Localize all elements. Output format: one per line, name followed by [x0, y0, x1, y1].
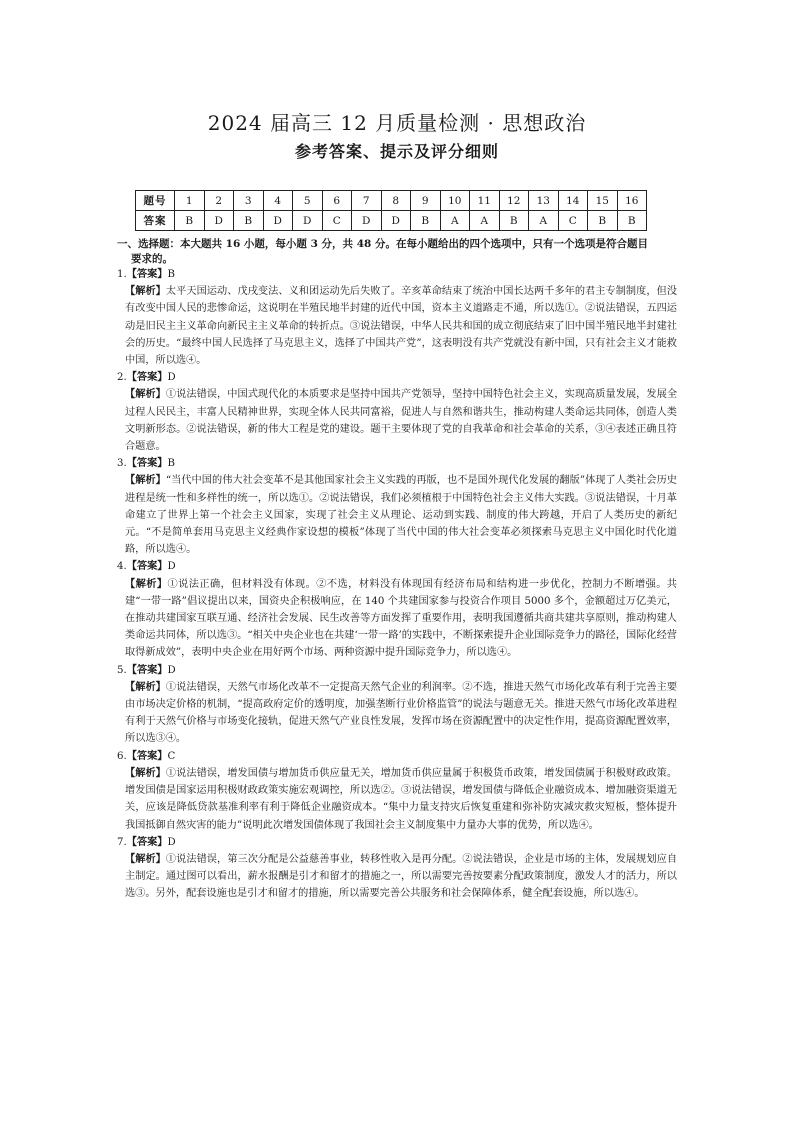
- explain-tag: 【解析】: [125, 577, 168, 590]
- question-item: [117, 748, 677, 834]
- answer-line: [117, 455, 677, 472]
- section-heading: [117, 237, 677, 266]
- answer-cell: D: [293, 211, 323, 231]
- answer-tag: 【答案】: [126, 457, 168, 470]
- answer-value: D: [167, 372, 176, 384]
- explanation-text: 太平天国运动、戊戌变法、义和团运动先后失败了。辛亥革命结束了统治中国长达两千多年的君主专制制度，但没有改变中国人民的悲惨命运，这说明在半殖民地半封建的近代中国，资本主义道路走不通，所以选①。②说法错误，五四运动是旧民主主义革命向新民主主义革命的转折点。③说法错误，中华人民共和国的成立彻底结束了旧中国半殖民地半封建社会的历史。“最终中国人民选择了马克思主义，选择了中国共产党”，这表明没有共产党就没有新中国，只有社会主义才能救中国，所以选④。: [125, 286, 678, 367]
- answer-cell: A: [529, 211, 559, 231]
- question-number-cell: 5: [293, 191, 323, 211]
- explain-tag: 【解析】: [125, 852, 166, 865]
- explanation-list: [117, 266, 677, 903]
- answer-line: [117, 266, 677, 283]
- answer-cell: C: [322, 211, 352, 231]
- question-number: 2.: [117, 372, 127, 384]
- explain-tag: 【解析】: [125, 285, 166, 298]
- explanation-text: ①说法错误，第三次分配是公益慈善事业，转移性收入是再分配。②说法错误，企业是市场的主体，发展规划应自主制定。通过图可以看出，薪水报酬是引才和留才的措施之一，所以需要完善按要素分配政策制度，激发人才的活力，所以选③。另外，配套设施也是引才和留才的措施，所以需要完善公共服务和社会保障体系，健全配套设施，所以选④。: [125, 853, 678, 900]
- page-subtitle: 参考答案、提示及评分细则: [294, 142, 499, 161]
- explanation-paragraph: [117, 679, 677, 748]
- answer-row-label: 答案: [136, 211, 175, 231]
- answer-cell: B: [411, 211, 441, 231]
- explanation-paragraph: [117, 576, 677, 662]
- answer-tag: 【答案】: [126, 268, 168, 280]
- answer-tag: 【答案】: [126, 749, 168, 762]
- answer-table: [135, 190, 647, 231]
- question-number-cell: 3: [234, 191, 264, 211]
- question-number-cell: 7: [352, 191, 382, 211]
- answer-value: D: [167, 836, 176, 848]
- question-number-cell: 8: [381, 191, 411, 211]
- explanation-text: ①说法错误，天然气市场化改革不一定提高天然气企业的利润率。②不选，推进天然气市场化改革有利于完善主要由市场决定价格的机制，“提高政府定价的透明度，加强垄断行业价格监管”的说法与题意无关。推进天然气市场化改革进程有利于天然气价格与市场变化接轨，促进天然气产业良性发展，发挥市场在资源配置中的决定性作用，提高资源配置效率，所以选③④。: [125, 681, 678, 745]
- question-number: 7.: [117, 836, 127, 848]
- answer-line: [117, 834, 677, 851]
- explanation-paragraph: [117, 283, 677, 369]
- answer-line: [117, 558, 677, 575]
- explain-tag: 【解析】: [125, 474, 166, 487]
- answer-value: B: [167, 458, 175, 470]
- explain-tag: 【解析】: [125, 680, 166, 693]
- answer-cell: B: [234, 211, 264, 231]
- answer-cell: D: [263, 211, 293, 231]
- explanation-text: ①说法错误，增发国债与增加货币供应量无关，增加货币供应量属于积极货币政策，增发国债属于积极财政政策。增发国债是国家运用积极财政政策实施宏观调控，所以选②。③说法错误，增发国债与降低企业融资成本、增加融资渠道无关，应该是降低贷款基准利率有利于降低企业融资成本。“集中力量支持灾后恢复重建和弥补防灾减灾救灾短板，整体提升我国抵御自然灾害的能力”说明此次增发国债体现了我国社会主义制度集中力量办大事的优势，所以选④。: [125, 767, 678, 831]
- question-number: 4.: [117, 561, 127, 573]
- section-heading-line2: 要求的。: [131, 252, 173, 265]
- answer-line: [117, 748, 677, 765]
- question-number-cell: 10: [440, 191, 470, 211]
- answer-line: [117, 662, 677, 679]
- question-number-cell: 9: [411, 191, 441, 211]
- explanation-paragraph: [117, 851, 677, 903]
- question-number-cell: 15: [588, 191, 618, 211]
- question-item: [117, 834, 677, 903]
- question-number-cell: 1: [175, 191, 205, 211]
- answer-cell: D: [352, 211, 382, 231]
- question-number-cell: 2: [204, 191, 234, 211]
- question-number-cell: 11: [470, 191, 500, 211]
- answer-table-answer-row: [136, 211, 647, 231]
- answer-tag: 【答案】: [126, 560, 168, 573]
- question-number-cell: 14: [558, 191, 588, 211]
- question-number-cell: 6: [322, 191, 352, 211]
- question-item: [117, 455, 677, 558]
- explanation-text: ①说法正确，但材料没有体现。②不选，材料没有体现国有经济布局和结构进一步优化，控制力不断增强。共建“一带一路”倡议提出以来，国资央企积极响应，在 140 个共建国家参与投资合作项目 5000 多个，金额超过万亿美元，在推动共建国家互联互通、经济社会发展、民生改善等方面发挥了重要作用，表明我国遵循共商共建共享原则，推动构建人类命运共同体，所以选③。“相关中央企业也在共建‘一带一路’的实践中，不断探索提升企业国际竞争力的路径，国际化经营取得新成效”，表明中央企业在用好两个市场、两种资源中提升国际竞争力，所以选④。: [125, 578, 677, 659]
- explanation-text: ①说法错误，中国式现代化的本质要求是坚持中国共产党领导，坚持中国特色社会主义，实现高质量发展，发展全过程人民民主，丰富人民精神世界，实现全体人民共同富裕，促进人与自然和谐共生，推动构建人类命运共同体，创造人类文明新形态。②说法错误，新的伟大工程是党的建设。题干主要体现了党的自我革命和社会革命的关系，③④表述正确且符合题意。: [125, 389, 678, 453]
- answer-tag: 【答案】: [126, 371, 168, 384]
- answer-value: B: [167, 269, 175, 280]
- answer-cell: B: [175, 211, 205, 231]
- answer-cell: D: [204, 211, 234, 231]
- question-number: 3.: [117, 458, 127, 470]
- answer-table-number-row: [136, 191, 647, 211]
- question-item: [117, 558, 677, 661]
- question-number-cell: 13: [529, 191, 559, 211]
- explanation-paragraph: [117, 472, 677, 558]
- answer-cell: B: [588, 211, 618, 231]
- answer-cell: C: [558, 211, 588, 231]
- answer-cell: A: [470, 211, 500, 231]
- answer-cell: B: [617, 211, 647, 231]
- answer-value: C: [167, 750, 176, 762]
- answer-value: D: [167, 561, 176, 573]
- question-number-cell: 16: [617, 191, 647, 211]
- question-number-cell: 12: [499, 191, 529, 211]
- question-number: 5.: [117, 664, 127, 676]
- page-title: 2024 届高三 12 月质量检测 · 思想政治: [207, 111, 587, 135]
- explain-tag: 【解析】: [125, 388, 166, 401]
- answer-value: D: [167, 664, 176, 676]
- question-item: [117, 369, 677, 455]
- question-item: [117, 266, 677, 369]
- question-number-cell: 4: [263, 191, 293, 211]
- answer-tag: 【答案】: [126, 663, 168, 676]
- answer-tag: 【答案】: [126, 835, 168, 848]
- answer-cell: B: [499, 211, 529, 231]
- answer-cell: D: [381, 211, 411, 231]
- explanation-text: “当代中国的伟大社会变革不是其他国家社会主义实践的再版，也不是国外现代化发展的翻版”体现了人类社会历史进程是统一性和多样性的统一，所以选①。②说法错误，我们必须植根于中国特色社会主义伟大实践。③说法错误，十月革命建立了世界上第一个社会主义国家，实现了社会主义从理论、运动到实践、制度的伟大跨越，开启了人类历史的新纪元。“不是简单套用马克思主义经典作家设想的模板”体现了当代中国的伟大社会变革必须探索马克思主义中国化时代化道路，所以选④。: [125, 475, 677, 556]
- question-item: [117, 662, 677, 748]
- question-number: 1.: [117, 269, 127, 280]
- question-number: 6.: [117, 750, 127, 762]
- explain-tag: 【解析】: [125, 766, 166, 779]
- answer-line: [117, 369, 677, 386]
- section-heading-line1: 一、选择题：本大题共 16 小题，每小题 3 分，共 48 分。在每小题给出的四个选项中，只有一个选项是符合题目: [117, 238, 648, 250]
- number-row-label: 题号: [136, 191, 175, 211]
- explanation-paragraph: [117, 386, 677, 455]
- answer-cell: A: [440, 211, 470, 231]
- explanation-paragraph: [117, 765, 677, 834]
